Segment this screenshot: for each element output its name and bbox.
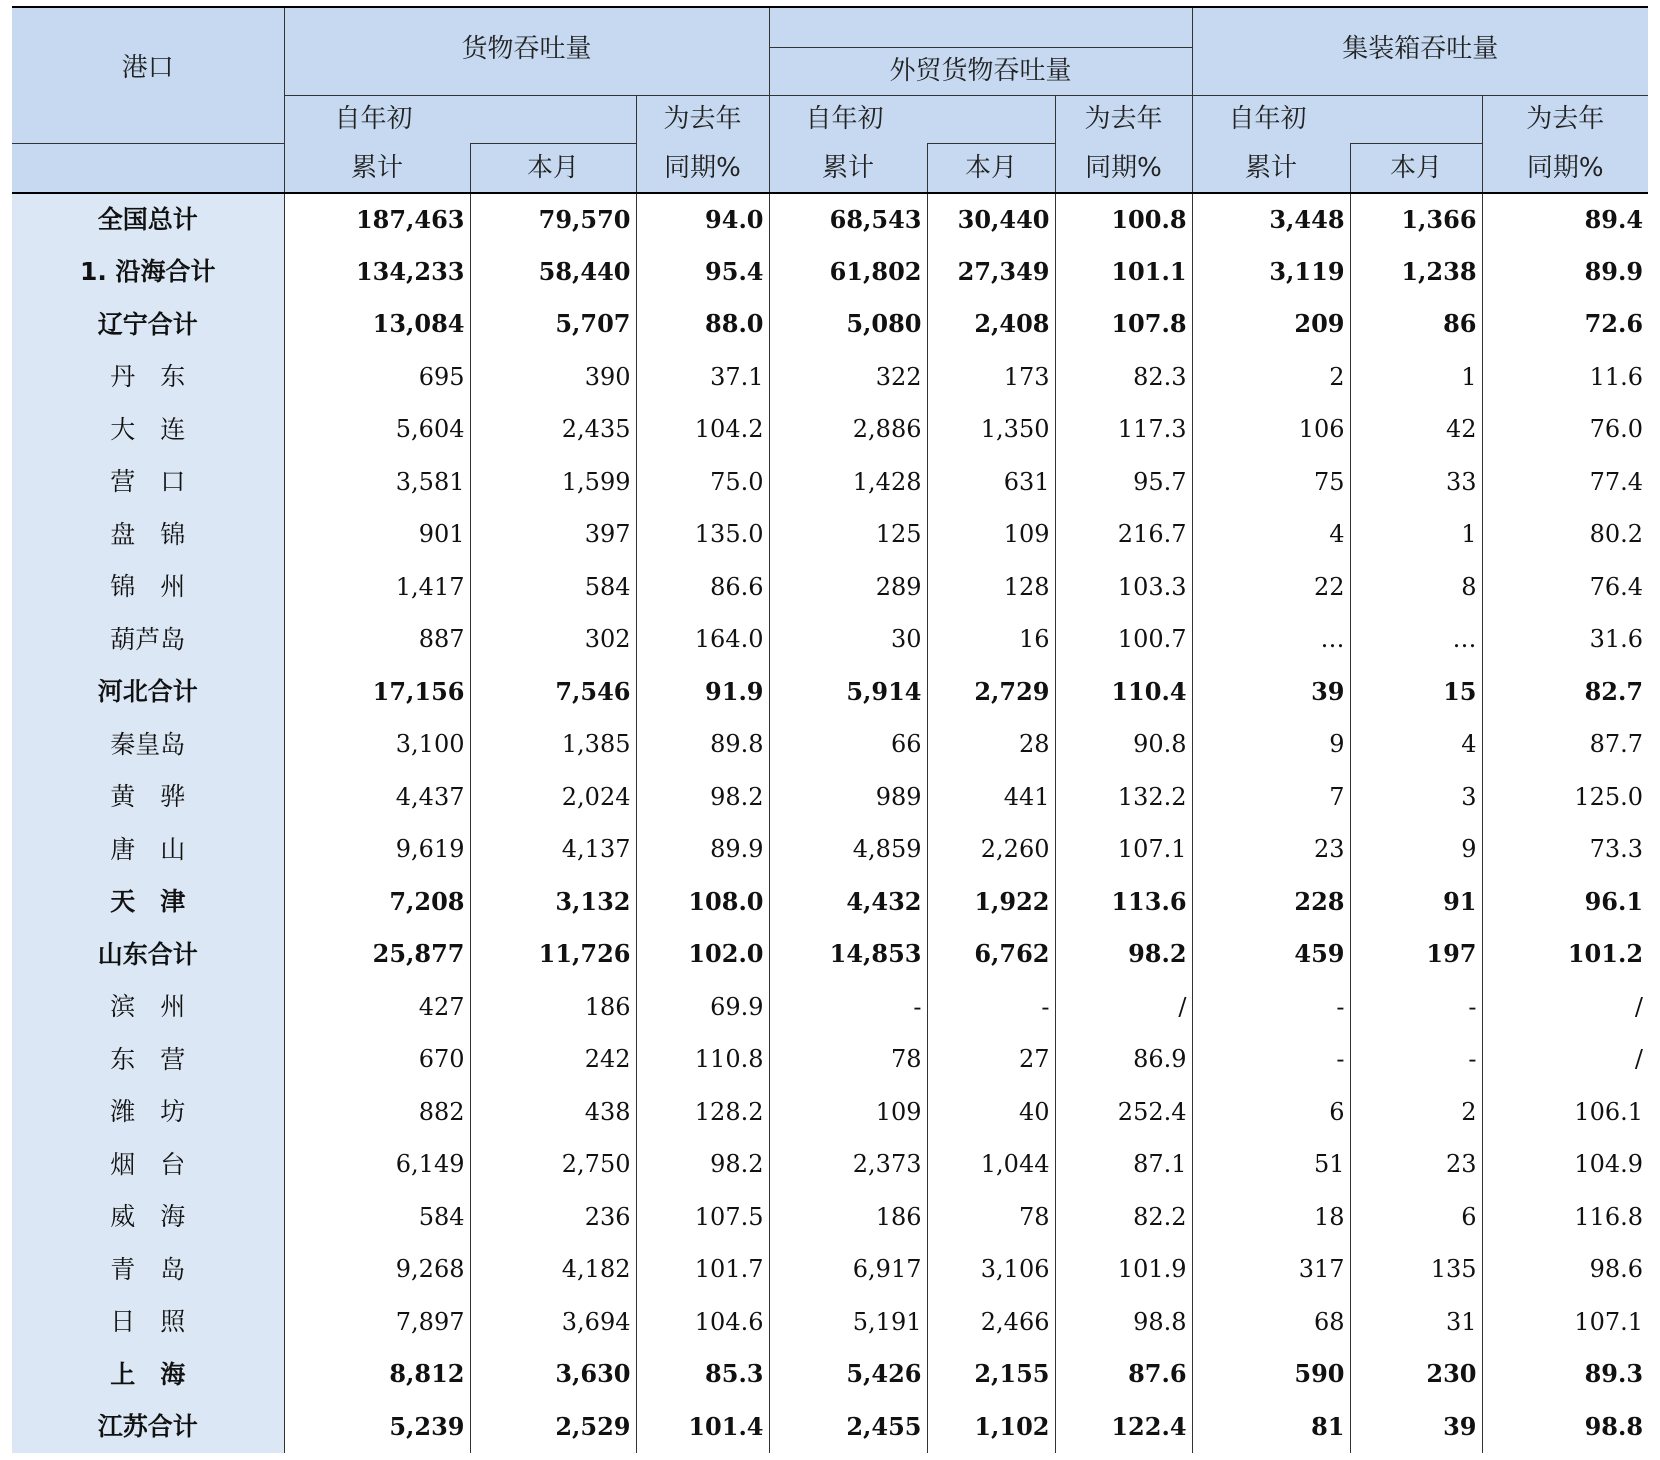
cargo-yoy-cell: 101.7: [636, 1243, 769, 1296]
foreign-ytd-cell: 14,853: [769, 928, 927, 981]
container-month-cell: 9: [1350, 823, 1482, 876]
container-ytd-cell: 68: [1192, 1296, 1350, 1349]
cargo-month-cell: 584: [470, 561, 636, 614]
cargo-month-cell: 4,182: [470, 1243, 636, 1296]
table-row: [12, 1296, 1648, 1349]
table-row: [12, 1086, 1648, 1139]
container-month-cell: -: [1350, 1033, 1482, 1086]
port-name-cell: 河北合计: [12, 666, 284, 719]
port-name-cell: 黄 骅: [12, 771, 284, 824]
container-month-cell: 2: [1350, 1086, 1482, 1139]
cargo-ytd-cell: 13,084: [284, 298, 470, 351]
cargo-yoy-cell: 104.6: [636, 1296, 769, 1349]
cargo-month-cell: 79,570: [470, 193, 636, 246]
cargo-yoy-cell: 75.0: [636, 456, 769, 509]
container-month-cell: …: [1350, 613, 1482, 666]
table-row: [12, 613, 1648, 666]
cargo-month-cell: 1,599: [470, 456, 636, 509]
foreign-yoy-cell: 86.9: [1055, 1033, 1192, 1086]
container-yoy-cell: 89.4: [1482, 193, 1648, 246]
port-header-bottom: [12, 143, 284, 193]
cargo-yoy-cell: 88.0: [636, 298, 769, 351]
container-yoy-cell: 73.3: [1482, 823, 1648, 876]
foreign-month-cell: 1,922: [927, 876, 1055, 929]
cargo-yoy-cell: 104.2: [636, 403, 769, 456]
port-name-cell: 滨 州: [12, 981, 284, 1034]
container-yoy-cell: 116.8: [1482, 1191, 1648, 1244]
container-yoy-cell: 89.9: [1482, 246, 1648, 299]
foreign-month-cell: 3,106: [927, 1243, 1055, 1296]
cargo-month-cell: 2,529: [470, 1401, 636, 1454]
container-ytd-cell: 6: [1192, 1086, 1350, 1139]
cargo-ytd-cell: 427: [284, 981, 470, 1034]
container-ytd-cell: 2: [1192, 351, 1350, 404]
container-yoy-cell: 98.8: [1482, 1401, 1648, 1454]
container-ytd-cell: 106: [1192, 403, 1350, 456]
container-ytd-cell: 3,448: [1192, 193, 1350, 246]
foreign-ytd-cell: 30: [769, 613, 927, 666]
container-yoy-bottom: 同期%: [1482, 143, 1648, 193]
cargo-ytd-bottom: 累计: [284, 143, 470, 193]
table-row: [12, 718, 1648, 771]
foreign-yoy-cell: 82.3: [1055, 351, 1192, 404]
foreign-month-cell: 40: [927, 1086, 1055, 1139]
table-row: [12, 508, 1648, 561]
table-row: [12, 981, 1648, 1034]
cargo-month-cell: 236: [470, 1191, 636, 1244]
container-month-cell: 31: [1350, 1296, 1482, 1349]
container-ytd-cell: 3,119: [1192, 246, 1350, 299]
foreign-yoy-cell: 101.9: [1055, 1243, 1192, 1296]
port-name-cell: 全国总计: [12, 193, 284, 246]
foreign-yoy-cell: 98.2: [1055, 928, 1192, 981]
container-ytd-bottom: 累计: [1192, 143, 1350, 193]
container-yoy-cell: /: [1482, 981, 1648, 1034]
foreign-ytd-cell: 2,373: [769, 1138, 927, 1191]
container-yoy-cell: 77.4: [1482, 456, 1648, 509]
cargo-month-cell: 3,132: [470, 876, 636, 929]
container-yoy-cell: 107.1: [1482, 1296, 1648, 1349]
foreign-month-cell: 109: [927, 508, 1055, 561]
table-row: [12, 1401, 1648, 1454]
port-name-cell: 辽宁合计: [12, 298, 284, 351]
foreign-yoy-cell: 101.1: [1055, 246, 1192, 299]
container-month-cell: 42: [1350, 403, 1482, 456]
container-ytd-cell: 590: [1192, 1348, 1350, 1401]
port-name-cell: 日 照: [12, 1296, 284, 1349]
cargo-yoy-cell: 101.4: [636, 1401, 769, 1454]
cargo-ytd-cell: 6,149: [284, 1138, 470, 1191]
foreign-month-cell: 2,260: [927, 823, 1055, 876]
cargo-yoy-cell: 89.9: [636, 823, 769, 876]
foreign-yoy-cell: 117.3: [1055, 403, 1192, 456]
foreign-group-spacer: [769, 7, 1192, 47]
table-row: [12, 928, 1648, 981]
foreign-month-cell: 2,466: [927, 1296, 1055, 1349]
cargo-yoy-cell: 98.2: [636, 771, 769, 824]
container-yoy-cell: 76.0: [1482, 403, 1648, 456]
table-row: [12, 876, 1648, 929]
table-row: [12, 351, 1648, 404]
cargo-month-header: 本月: [470, 143, 636, 193]
cargo-month-cell: 390: [470, 351, 636, 404]
container-ytd-cell: 317: [1192, 1243, 1350, 1296]
cargo-ytd-cell: 25,877: [284, 928, 470, 981]
port-name-cell: 青 岛: [12, 1243, 284, 1296]
cargo-yoy-cell: 95.4: [636, 246, 769, 299]
cargo-month-cell: 3,630: [470, 1348, 636, 1401]
table-row: [12, 298, 1648, 351]
cargo-yoy-cell: 128.2: [636, 1086, 769, 1139]
foreign-yoy-cell: 107.1: [1055, 823, 1192, 876]
foreign-month-cell: 27,349: [927, 246, 1055, 299]
foreign-ytd-cell: -: [769, 981, 927, 1034]
cargo-ytd-top: 自年初: [284, 95, 636, 143]
container-yoy-cell: 76.4: [1482, 561, 1648, 614]
cargo-month-cell: 1,385: [470, 718, 636, 771]
cargo-month-cell: 5,707: [470, 298, 636, 351]
foreign-month-cell: 30,440: [927, 193, 1055, 246]
foreign-yoy-cell: 87.1: [1055, 1138, 1192, 1191]
cargo-ytd-cell: 4,437: [284, 771, 470, 824]
port-name-cell: 丹 东: [12, 351, 284, 404]
container-month-cell: 1: [1350, 508, 1482, 561]
port-name-cell: 上 海: [12, 1348, 284, 1401]
container-ytd-cell: -: [1192, 1033, 1350, 1086]
cargo-month-cell: 186: [470, 981, 636, 1034]
foreign-yoy-cell: 107.8: [1055, 298, 1192, 351]
foreign-yoy-cell: 95.7: [1055, 456, 1192, 509]
container-yoy-cell: 11.6: [1482, 351, 1648, 404]
table-row: [12, 1191, 1648, 1244]
port-name-cell: 江苏合计: [12, 1401, 284, 1454]
container-ytd-cell: -: [1192, 981, 1350, 1034]
port-name-cell: 1. 沿海合计: [12, 246, 284, 299]
cargo-group-header: 货物吞吐量: [284, 7, 769, 95]
table-row: [12, 456, 1648, 509]
table-row: [12, 193, 1648, 246]
foreign-ytd-cell: 2,455: [769, 1401, 927, 1454]
container-ytd-cell: 4: [1192, 508, 1350, 561]
port-name-cell: 唐 山: [12, 823, 284, 876]
foreign-ytd-cell: 109: [769, 1086, 927, 1139]
cargo-month-cell: 242: [470, 1033, 636, 1086]
table-row: [12, 403, 1648, 456]
foreign-month-cell: 441: [927, 771, 1055, 824]
foreign-yoy-cell: 82.2: [1055, 1191, 1192, 1244]
foreign-group-header: 外贸货物吞吐量: [769, 47, 1192, 95]
table-row: [12, 666, 1648, 719]
foreign-month-cell: 1,102: [927, 1401, 1055, 1454]
table-row: [12, 1033, 1648, 1086]
cargo-month-cell: 11,726: [470, 928, 636, 981]
cargo-month-cell: 7,546: [470, 666, 636, 719]
cargo-yoy-cell: 91.9: [636, 666, 769, 719]
cargo-yoy-cell: 164.0: [636, 613, 769, 666]
port-name-cell: 葫芦岛: [12, 613, 284, 666]
container-group-header: 集装箱吞吐量: [1192, 7, 1648, 95]
cargo-yoy-cell: 94.0: [636, 193, 769, 246]
container-ytd-cell: 18: [1192, 1191, 1350, 1244]
cargo-yoy-cell: 85.3: [636, 1348, 769, 1401]
cargo-month-cell: 302: [470, 613, 636, 666]
foreign-month-cell: 1,350: [927, 403, 1055, 456]
foreign-ytd-cell: 5,080: [769, 298, 927, 351]
foreign-ytd-bottom: 累计: [769, 143, 927, 193]
container-ytd-top: 自年初: [1192, 95, 1482, 143]
foreign-ytd-cell: 5,191: [769, 1296, 927, 1349]
foreign-month-cell: 128: [927, 561, 1055, 614]
container-ytd-cell: 22: [1192, 561, 1350, 614]
cargo-yoy-cell: 110.8: [636, 1033, 769, 1086]
cargo-month-cell: 2,024: [470, 771, 636, 824]
foreign-yoy-cell: 100.8: [1055, 193, 1192, 246]
cargo-ytd-cell: 9,268: [284, 1243, 470, 1296]
cargo-ytd-cell: 134,233: [284, 246, 470, 299]
port-name-cell: 营 口: [12, 456, 284, 509]
foreign-month-cell: 27: [927, 1033, 1055, 1086]
foreign-month-header: 本月: [927, 143, 1055, 193]
foreign-yoy-cell: 100.7: [1055, 613, 1192, 666]
port-name-cell: 山东合计: [12, 928, 284, 981]
foreign-ytd-cell: 6,917: [769, 1243, 927, 1296]
foreign-yoy-cell: 252.4: [1055, 1086, 1192, 1139]
table-row: [12, 1243, 1648, 1296]
foreign-yoy-cell: 113.6: [1055, 876, 1192, 929]
cargo-ytd-cell: 1,417: [284, 561, 470, 614]
foreign-yoy-top: 为去年: [1055, 95, 1192, 143]
table-row: [12, 246, 1648, 299]
cargo-ytd-cell: 8,812: [284, 1348, 470, 1401]
cargo-ytd-cell: 187,463: [284, 193, 470, 246]
container-month-cell: 23: [1350, 1138, 1482, 1191]
cargo-month-cell: 397: [470, 508, 636, 561]
container-month-cell: 39: [1350, 1401, 1482, 1454]
cargo-yoy-cell: 37.1: [636, 351, 769, 404]
foreign-yoy-cell: /: [1055, 981, 1192, 1034]
foreign-month-cell: 631: [927, 456, 1055, 509]
cargo-ytd-cell: 901: [284, 508, 470, 561]
foreign-month-cell: -: [927, 981, 1055, 1034]
foreign-yoy-bottom: 同期%: [1055, 143, 1192, 193]
foreign-month-cell: 2,155: [927, 1348, 1055, 1401]
foreign-yoy-cell: 87.6: [1055, 1348, 1192, 1401]
container-ytd-cell: 75: [1192, 456, 1350, 509]
container-ytd-cell: 228: [1192, 876, 1350, 929]
container-month-cell: -: [1350, 981, 1482, 1034]
cargo-ytd-cell: 887: [284, 613, 470, 666]
container-yoy-cell: 89.3: [1482, 1348, 1648, 1401]
cargo-ytd-cell: 3,581: [284, 456, 470, 509]
container-yoy-cell: /: [1482, 1033, 1648, 1086]
foreign-month-cell: 78: [927, 1191, 1055, 1244]
container-month-cell: 1,238: [1350, 246, 1482, 299]
cargo-yoy-cell: 69.9: [636, 981, 769, 1034]
container-ytd-cell: …: [1192, 613, 1350, 666]
cargo-yoy-cell: 98.2: [636, 1138, 769, 1191]
foreign-yoy-cell: 110.4: [1055, 666, 1192, 719]
table-header: [12, 7, 1648, 193]
cargo-ytd-cell: 584: [284, 1191, 470, 1244]
foreign-ytd-cell: 4,859: [769, 823, 927, 876]
port-name-cell: 秦皇岛: [12, 718, 284, 771]
foreign-ytd-cell: 125: [769, 508, 927, 561]
container-ytd-cell: 9: [1192, 718, 1350, 771]
cargo-ytd-cell: 882: [284, 1086, 470, 1139]
container-yoy-cell: 31.6: [1482, 613, 1648, 666]
table-row: [12, 771, 1648, 824]
port-header: 港口: [12, 7, 284, 143]
container-yoy-cell: 82.7: [1482, 666, 1648, 719]
cargo-yoy-cell: 135.0: [636, 508, 769, 561]
container-yoy-cell: 96.1: [1482, 876, 1648, 929]
container-month-cell: 86: [1350, 298, 1482, 351]
cargo-ytd-cell: 3,100: [284, 718, 470, 771]
container-yoy-cell: 101.2: [1482, 928, 1648, 981]
cargo-yoy-cell: 86.6: [636, 561, 769, 614]
foreign-month-cell: 28: [927, 718, 1055, 771]
container-month-cell: 197: [1350, 928, 1482, 981]
container-ytd-cell: 39: [1192, 666, 1350, 719]
cargo-yoy-bottom: 同期%: [636, 143, 769, 193]
port-name-cell: 大 连: [12, 403, 284, 456]
foreign-month-cell: 16: [927, 613, 1055, 666]
foreign-month-cell: 6,762: [927, 928, 1055, 981]
foreign-ytd-cell: 5,914: [769, 666, 927, 719]
cargo-ytd-cell: 695: [284, 351, 470, 404]
port-name-cell: 天 津: [12, 876, 284, 929]
cargo-yoy-cell: 102.0: [636, 928, 769, 981]
foreign-ytd-cell: 989: [769, 771, 927, 824]
container-month-cell: 1,366: [1350, 193, 1482, 246]
foreign-ytd-cell: 66: [769, 718, 927, 771]
port-name-cell: 锦 州: [12, 561, 284, 614]
foreign-ytd-cell: 322: [769, 351, 927, 404]
table-row: [12, 1138, 1648, 1191]
container-yoy-cell: 104.9: [1482, 1138, 1648, 1191]
foreign-ytd-cell: 78: [769, 1033, 927, 1086]
cargo-month-cell: 2,435: [470, 403, 636, 456]
foreign-month-cell: 1,044: [927, 1138, 1055, 1191]
port-name-cell: 东 营: [12, 1033, 284, 1086]
container-month-cell: 15: [1350, 666, 1482, 719]
foreign-ytd-cell: 68,543: [769, 193, 927, 246]
container-ytd-cell: 51: [1192, 1138, 1350, 1191]
foreign-yoy-cell: 90.8: [1055, 718, 1192, 771]
foreign-ytd-cell: 61,802: [769, 246, 927, 299]
container-month-cell: 135: [1350, 1243, 1482, 1296]
cargo-ytd-cell: 9,619: [284, 823, 470, 876]
cargo-month-cell: 4,137: [470, 823, 636, 876]
port-name-cell: 烟 台: [12, 1138, 284, 1191]
container-ytd-cell: 459: [1192, 928, 1350, 981]
cargo-ytd-cell: 7,208: [284, 876, 470, 929]
cargo-ytd-cell: 7,897: [284, 1296, 470, 1349]
cargo-ytd-cell: 17,156: [284, 666, 470, 719]
foreign-ytd-cell: 289: [769, 561, 927, 614]
table-row: [12, 823, 1648, 876]
foreign-yoy-cell: 216.7: [1055, 508, 1192, 561]
table-row: [12, 1348, 1648, 1401]
container-month-header: 本月: [1350, 143, 1482, 193]
port-throughput-sheet: [12, 6, 1648, 1458]
cargo-month-cell: 438: [470, 1086, 636, 1139]
cargo-month-cell: 3,694: [470, 1296, 636, 1349]
foreign-yoy-cell: 132.2: [1055, 771, 1192, 824]
cargo-yoy-top: 为去年: [636, 95, 769, 143]
container-month-cell: 4: [1350, 718, 1482, 771]
foreign-yoy-cell: 122.4: [1055, 1401, 1192, 1454]
container-yoy-cell: 80.2: [1482, 508, 1648, 561]
table-row: [12, 561, 1648, 614]
foreign-ytd-top: 自年初: [769, 95, 1055, 143]
container-ytd-cell: 7: [1192, 771, 1350, 824]
foreign-ytd-cell: 1,428: [769, 456, 927, 509]
container-yoy-cell: 106.1: [1482, 1086, 1648, 1139]
container-yoy-cell: 87.7: [1482, 718, 1648, 771]
port-name-cell: 盘 锦: [12, 508, 284, 561]
container-yoy-top: 为去年: [1482, 95, 1648, 143]
foreign-yoy-cell: 98.8: [1055, 1296, 1192, 1349]
table-body: [12, 193, 1648, 1453]
foreign-month-cell: 173: [927, 351, 1055, 404]
container-ytd-cell: 23: [1192, 823, 1350, 876]
cargo-month-cell: 2,750: [470, 1138, 636, 1191]
cargo-yoy-cell: 108.0: [636, 876, 769, 929]
cargo-ytd-cell: 5,604: [284, 403, 470, 456]
foreign-ytd-cell: 186: [769, 1191, 927, 1244]
cargo-month-cell: 58,440: [470, 246, 636, 299]
container-ytd-cell: 81: [1192, 1401, 1350, 1454]
container-month-cell: 1: [1350, 351, 1482, 404]
foreign-ytd-cell: 4,432: [769, 876, 927, 929]
port-throughput-table: [12, 6, 1648, 1453]
foreign-month-cell: 2,729: [927, 666, 1055, 719]
container-ytd-cell: 209: [1192, 298, 1350, 351]
container-yoy-cell: 72.6: [1482, 298, 1648, 351]
container-yoy-cell: 98.6: [1482, 1243, 1648, 1296]
cargo-ytd-cell: 5,239: [284, 1401, 470, 1454]
container-month-cell: 33: [1350, 456, 1482, 509]
container-month-cell: 91: [1350, 876, 1482, 929]
container-yoy-cell: 125.0: [1482, 771, 1648, 824]
cargo-yoy-cell: 89.8: [636, 718, 769, 771]
container-month-cell: 230: [1350, 1348, 1482, 1401]
container-month-cell: 3: [1350, 771, 1482, 824]
port-name-cell: 潍 坊: [12, 1086, 284, 1139]
port-name-cell: 威 海: [12, 1191, 284, 1244]
cargo-yoy-cell: 107.5: [636, 1191, 769, 1244]
foreign-yoy-cell: 103.3: [1055, 561, 1192, 614]
foreign-month-cell: 2,408: [927, 298, 1055, 351]
foreign-ytd-cell: 2,886: [769, 403, 927, 456]
container-month-cell: 8: [1350, 561, 1482, 614]
cargo-ytd-cell: 670: [284, 1033, 470, 1086]
foreign-ytd-cell: 5,426: [769, 1348, 927, 1401]
container-month-cell: 6: [1350, 1191, 1482, 1244]
